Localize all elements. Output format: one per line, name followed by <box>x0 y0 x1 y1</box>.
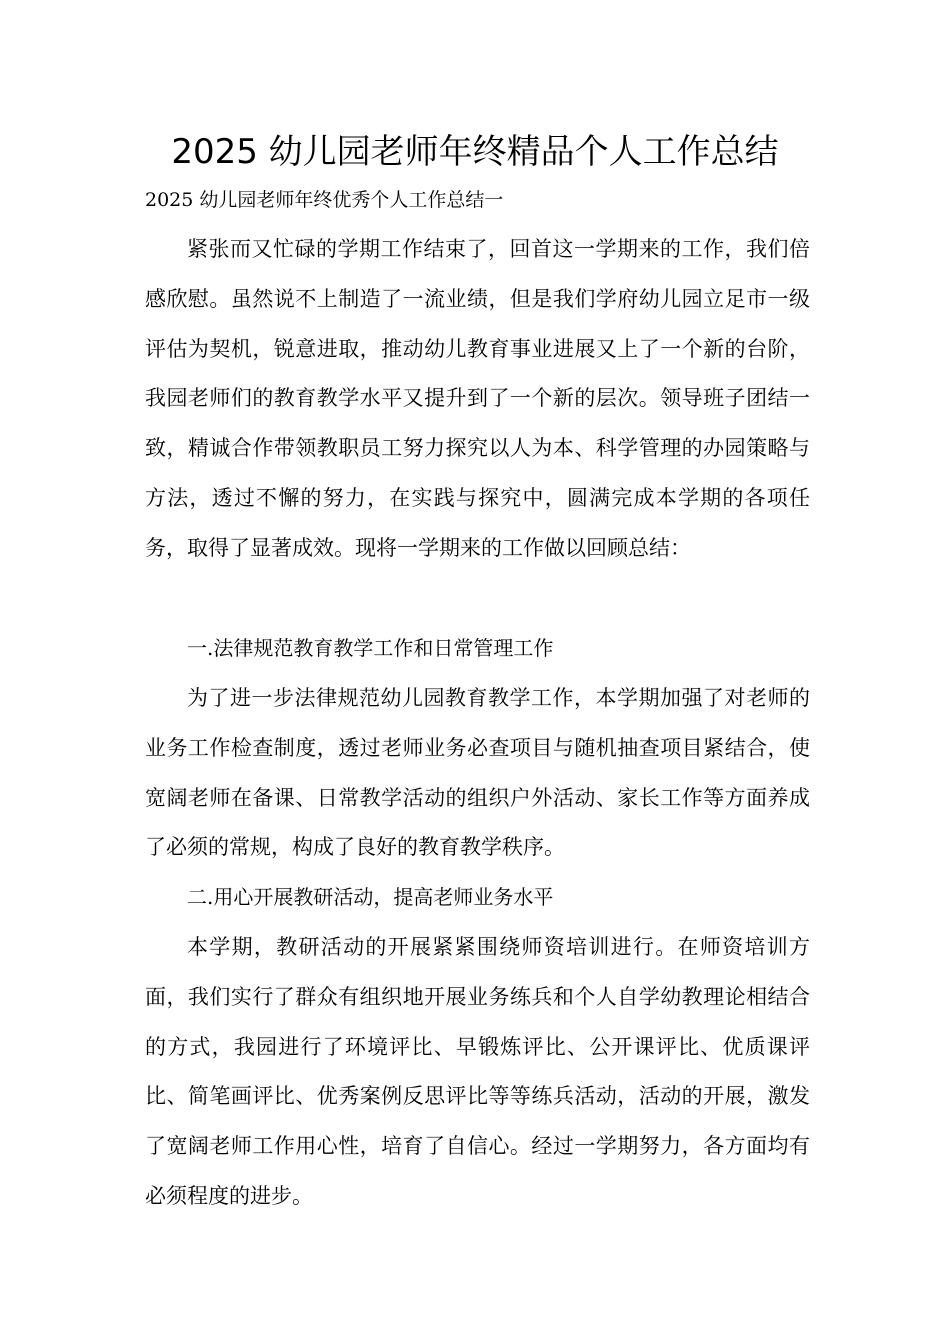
document-title: 2025 幼儿园老师年终精品个人工作总结 <box>171 132 779 172</box>
document-subtitle: 2025 幼儿园老师年终优秀个人工作总结一 <box>145 189 504 211</box>
paragraph-section-1: 为了进一步法律规范幼儿园教育教学工作，本学期加强了对老师的业务工作检查制度，透过老师业务必查项目与随机抽查项目紧结合，使宽阔老师在备课、日常教学活动的组织户外活动、家长工作等方面养成了必须的常规，构成了良好的教育教学秩序。 <box>145 686 810 860</box>
section-heading-1: 一.法律规范教育教学工作和日常管理工作 <box>187 636 554 660</box>
paragraph-section-2: 本学期，教研活动的开展紧紧围绕师资培训进行。在师资培训方面，我们实行了群众有组织地开展业务练兵和个人自学幼教理论相结合的方式，我园进行了环境评比、早锻炼评比、公开课评比、优质课评比、简笔画评比、优秀案例反思评比等等练兵活动，活动的开展，激发了宽阔老师工作用心性，培育了自信心。经过一学期努力，各方面均有必须程度的进步。 <box>145 935 810 1208</box>
section-heading-2: 二.用心开展教研活动，提高老师业务水平 <box>187 885 554 909</box>
paragraph-intro: 紧张而又忙碌的学期工作结束了，回首这一学期来的工作，我们倍感欣慰。虽然说不上制造了一流业绩，但是我们学府幼儿园立足市一级评估为契机，锐意进取，推动幼儿教育事业进展又上了一个新的台阶，我园老师们的教育教学水平又提升到了一个新的层次。领导班子团结一致，精诚合作带领教职员工努力探究以人为本、科学管理的办园策略与方法，透过不懈的努力，在实践与探究中，圆满完成本学期的各项任务，取得了显著成效。现将一学期来的工作做以回顾总结： <box>145 237 810 560</box>
